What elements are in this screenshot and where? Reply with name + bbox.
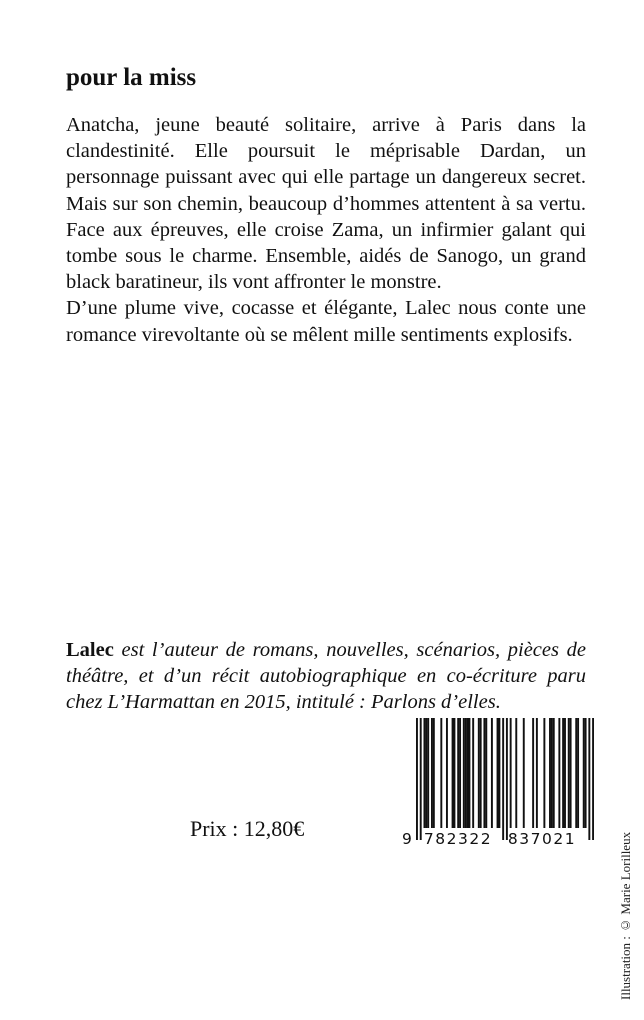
barcode-guard-bar: [588, 718, 590, 840]
barcode-guard-bar: [502, 718, 504, 840]
barcode-digits: [402, 830, 594, 848]
barcode-bar: [523, 718, 525, 828]
barcode-guard-bar: [420, 718, 422, 840]
synopsis-paragraph: Anatcha, jeune beauté solitaire, arrive à Paris dans la clandestinité. Elle poursuit le méprisable Dardan, un personnage puissant avec qui elle partage un dangereux secret. Mais sur son chemin, beaucoup d’hommes attentent à sa vertu. Face aux épreuves, elle croise Zama, un infirmier galant qui tombe sous le charme. Ensemble, aidés de Sanogo, un grand black baratineur, ils vont affronter le monstre.: [66, 114, 586, 294]
barcode-bar: [515, 718, 517, 828]
barcode-bar: [543, 718, 545, 828]
barcode-bar: [491, 718, 493, 828]
synopsis-paragraph: D’une plume vive, cocasse et élégante, Lalec nous conte une romance virevoltante où se mêlent mille sentiments explosifs.: [66, 297, 586, 346]
barcode-guard-bar: [416, 718, 418, 840]
barcode-bar: [478, 718, 480, 828]
barcode-left-group: 782322: [423, 830, 493, 848]
barcode-bar: [483, 718, 485, 828]
barcode-bar: [431, 718, 433, 828]
barcode-bar: [497, 718, 499, 828]
barcode-bar: [585, 718, 587, 828]
barcode-bar: [562, 718, 564, 828]
barcode-bar: [423, 718, 425, 828]
barcode-bar: [575, 718, 577, 828]
barcode-bar: [568, 718, 570, 828]
barcode-bar: [446, 718, 448, 828]
barcode-bar: [425, 718, 427, 828]
barcode-bar: [440, 718, 442, 828]
author-bio-text: est l’auteur de romans, nouvelles, scénarios, pièces de théâtre, et d’un récit autobiographique en co-écriture paru chez L’Harmattan en 2015, intitulé : Parlons d’elles.: [66, 639, 586, 714]
barcode-bar: [553, 718, 555, 828]
barcode-bar: [485, 718, 487, 828]
barcode-bar: [467, 718, 469, 828]
barcode-bar: [570, 718, 572, 828]
author-name: Lalec: [66, 639, 114, 661]
barcode-bar: [453, 718, 455, 828]
synopsis: [66, 112, 586, 348]
barcode-bar: [558, 718, 560, 828]
barcode-bar: [510, 718, 512, 828]
barcode-bar: [532, 718, 534, 828]
barcode-bar: [459, 718, 461, 828]
barcode-first-digit: 9: [402, 830, 412, 848]
barcode-bar: [583, 718, 585, 828]
barcode-bar: [549, 718, 551, 828]
book-title: pour la miss: [66, 64, 197, 91]
barcode-bar: [472, 718, 474, 828]
barcode-right-group: 837021: [507, 830, 577, 848]
barcode-bar: [564, 718, 566, 828]
barcode-bar: [536, 718, 538, 828]
barcode-bar: [498, 718, 500, 828]
barcode-bar: [457, 718, 459, 828]
barcode-bar: [577, 718, 579, 828]
barcode-guard-bar: [592, 718, 594, 840]
barcode-bar: [480, 718, 482, 828]
price: Prix : 12,80€: [190, 816, 305, 841]
barcode-bar: [551, 718, 553, 828]
barcode-guard-bar: [506, 718, 508, 840]
author-bio: [66, 637, 586, 716]
illustration-credit: Illustration : © Marie Lorilleux: [618, 831, 633, 1000]
barcode-bar: [465, 718, 467, 828]
barcode-bar: [427, 718, 429, 828]
barcode-bar: [452, 718, 454, 828]
barcode-bar: [433, 718, 435, 828]
barcode-bar: [463, 718, 465, 828]
barcode-bar: [468, 718, 470, 828]
